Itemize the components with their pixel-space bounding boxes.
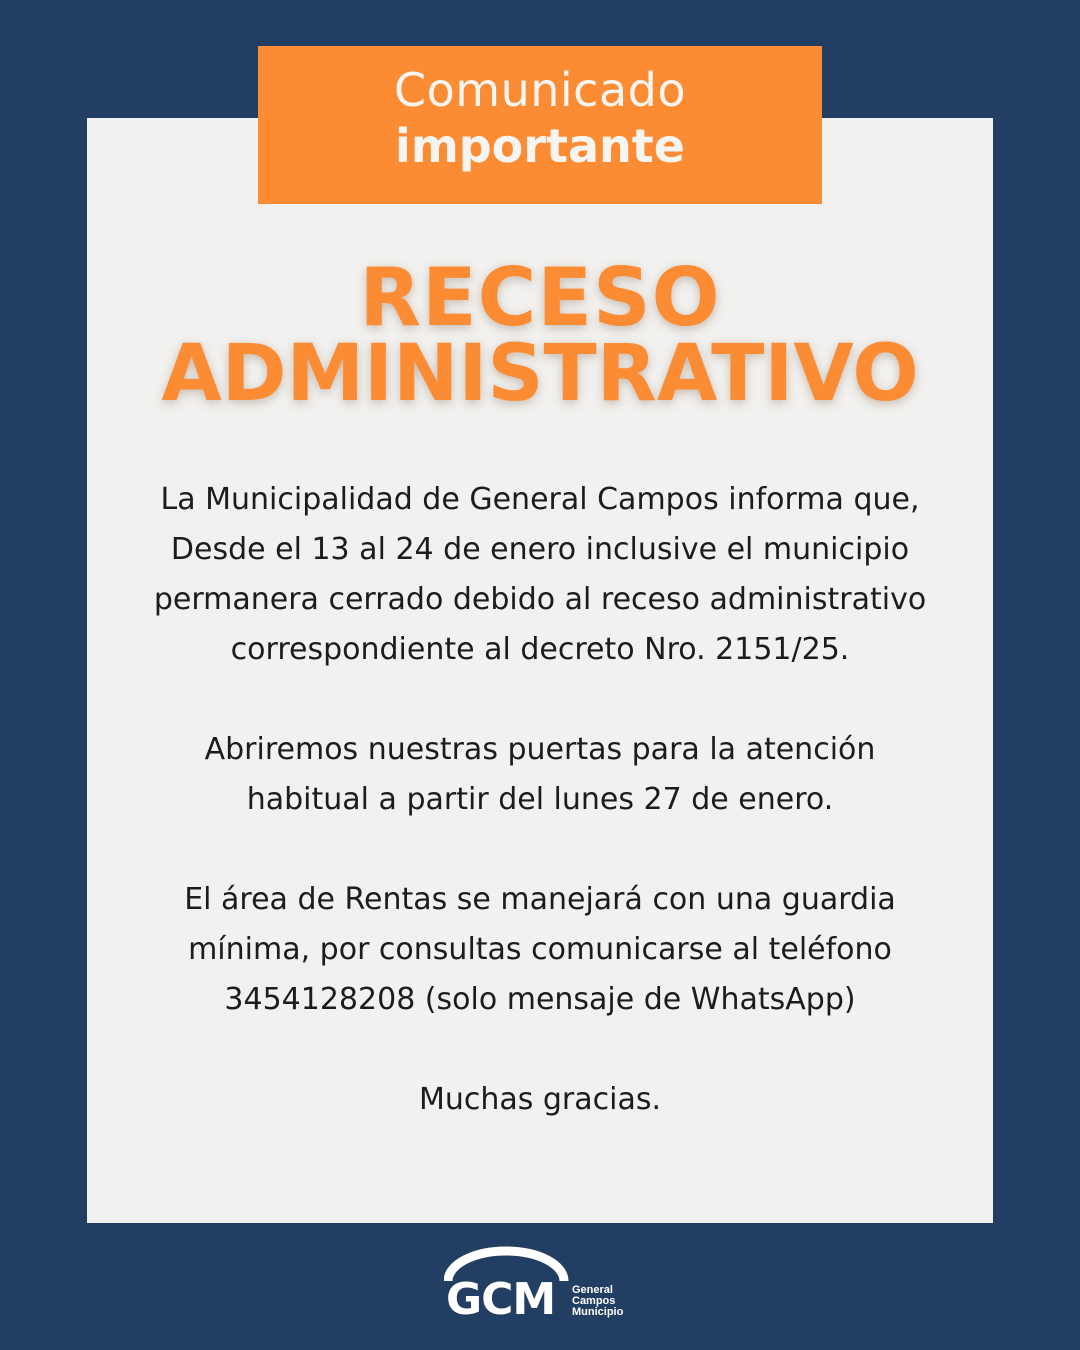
text-line: 3454128208 (solo mensaje de WhatsApp): [224, 982, 856, 1017]
paragraph-reopening: [87, 725, 993, 825]
text-line: Muchas gracias.: [418, 1082, 662, 1117]
text-line: La Municipalidad de General Campos informa que,: [160, 482, 920, 517]
logo-subtitle-line: Municipio: [572, 1306, 624, 1318]
banner-title-line2: importante: [395, 119, 685, 173]
logo-letters: GCM: [446, 1274, 556, 1325]
logo-subtitle-line: Campos: [572, 1295, 616, 1307]
banner-title-line1: Comunicado: [394, 63, 686, 117]
text-line: permanera cerrado debido al receso administrativo: [153, 582, 927, 617]
text-line: mínima, por consultas comunicarse al teléfono: [188, 932, 892, 967]
text-line: correspondiente al decreto Nro. 2151/25.: [230, 632, 850, 667]
logo-subtitle: [572, 1285, 623, 1318]
text-line: habitual a partir del lunes 27 de enero.: [246, 782, 834, 817]
text-line: Desde el 13 al 24 de enero inclusive el municipio: [170, 532, 910, 567]
announcement-banner: [258, 46, 822, 204]
gcm-logo: [444, 1245, 644, 1329]
headline-line2: ADMINISTRATIVO: [161, 329, 919, 419]
closing-text: [87, 1075, 993, 1125]
paragraph-rentas-contact: [87, 875, 993, 1025]
paragraph-closure-notice: [87, 475, 993, 675]
text-line: El área de Rentas se manejará con una guardia: [184, 882, 896, 917]
logo-subtitle-line: General: [572, 1284, 613, 1296]
text-line: Abriremos nuestras puertas para la atención: [204, 732, 876, 767]
headline-line1: RECESO: [359, 251, 721, 344]
